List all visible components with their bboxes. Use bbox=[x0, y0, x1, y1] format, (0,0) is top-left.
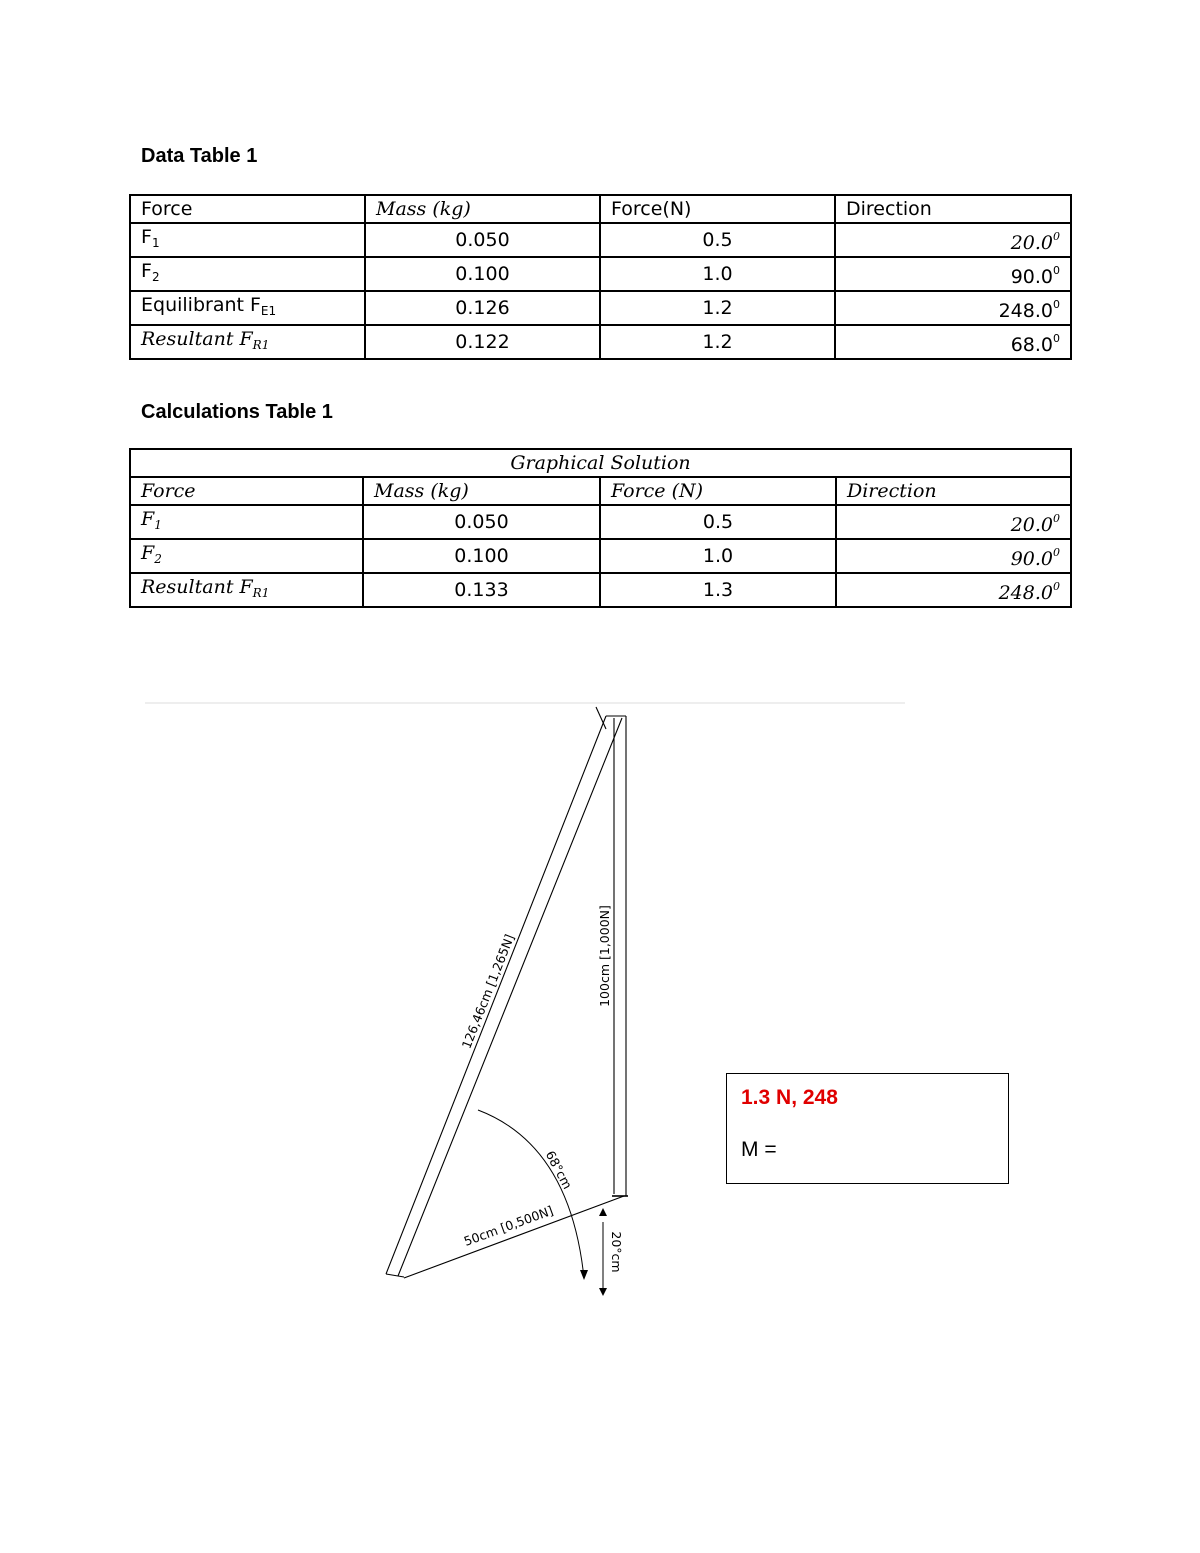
force-cell: $F_2$ bbox=[130, 257, 365, 291]
angle-arc bbox=[478, 1110, 584, 1278]
direction-cell: 90.0$^0$ bbox=[835, 257, 1071, 291]
mass-cell: 0.122 bbox=[365, 325, 600, 359]
data-table-caption: Data Table 1 bbox=[141, 145, 258, 167]
calc-table-caption: Calculations Table 1 bbox=[141, 401, 333, 423]
f1-label: 50cm [0,500N] bbox=[461, 1202, 556, 1249]
mass-cell: 0.100 bbox=[363, 539, 600, 573]
header-force-n: Force (N) bbox=[600, 477, 836, 505]
header-force-n: Force(N) bbox=[600, 195, 835, 223]
resultant-vector bbox=[386, 707, 626, 1277]
newton-cell: 1.3 bbox=[600, 573, 836, 607]
force-cell: $F_2$ bbox=[130, 539, 363, 573]
force-cell: $F_1$ bbox=[130, 505, 363, 539]
newton-cell: 1.0 bbox=[600, 257, 835, 291]
arc-arrowhead bbox=[580, 1270, 588, 1280]
direction-marker-arrowhead bbox=[599, 1208, 607, 1216]
newton-cell: 0.5 bbox=[600, 505, 836, 539]
force-cell: Equilibrant $F_{E1}$ bbox=[130, 291, 365, 325]
direction-cell: 20.0$^0$ bbox=[836, 505, 1071, 539]
force-cell: Resultant $F_{R1}$ bbox=[130, 573, 363, 607]
newton-cell: 1.2 bbox=[600, 291, 835, 325]
newton-cell: 1.2 bbox=[600, 325, 835, 359]
header-mass: Mass (kg) bbox=[363, 477, 600, 505]
mass-cell: 0.050 bbox=[365, 223, 600, 257]
header-mass: Mass (kg) bbox=[365, 195, 600, 223]
direction-cell: 20.0$^0$ bbox=[835, 223, 1071, 257]
f1-vector bbox=[404, 1196, 624, 1278]
answer-box bbox=[726, 1073, 1009, 1184]
f2-vector bbox=[612, 716, 628, 1196]
direction-marker-arrowhead-bottom bbox=[599, 1288, 607, 1296]
resultant-label: 126,46cm [1,265N] bbox=[458, 932, 518, 1051]
header-direction: Direction bbox=[836, 477, 1071, 505]
direction-cell: 90.0$^0$ bbox=[836, 539, 1071, 573]
header-force: Force bbox=[130, 477, 363, 505]
direction-cell: 248.0$^0$ bbox=[836, 573, 1071, 607]
header-direction: Direction bbox=[835, 195, 1071, 223]
mass-cell: 0.133 bbox=[363, 573, 600, 607]
mass-cell: 0.100 bbox=[365, 257, 600, 291]
graphical-solution-header: Graphical Solution bbox=[130, 449, 1071, 477]
direction-cell: 68.0$^0$ bbox=[835, 325, 1071, 359]
header-force: Force bbox=[130, 195, 365, 223]
f2-label: 100cm [1,000N] bbox=[597, 905, 612, 1007]
direction-angle-label: 20°cm bbox=[609, 1231, 624, 1273]
force-cell: Resultant $F_{R1}$ bbox=[130, 325, 365, 359]
newton-cell: 0.5 bbox=[600, 223, 835, 257]
force-cell: $F_1$ bbox=[130, 223, 365, 257]
newton-cell: 1.0 bbox=[600, 539, 836, 573]
answer-mass-label: M = bbox=[741, 1138, 777, 1161]
mass-cell: 0.050 bbox=[363, 505, 600, 539]
answer-result: 1.3 N, 248 bbox=[741, 1086, 838, 1109]
angle-label: 68°cm bbox=[542, 1148, 576, 1192]
direction-cell: 248.0$^0$ bbox=[835, 291, 1071, 325]
mass-cell: 0.126 bbox=[365, 291, 600, 325]
